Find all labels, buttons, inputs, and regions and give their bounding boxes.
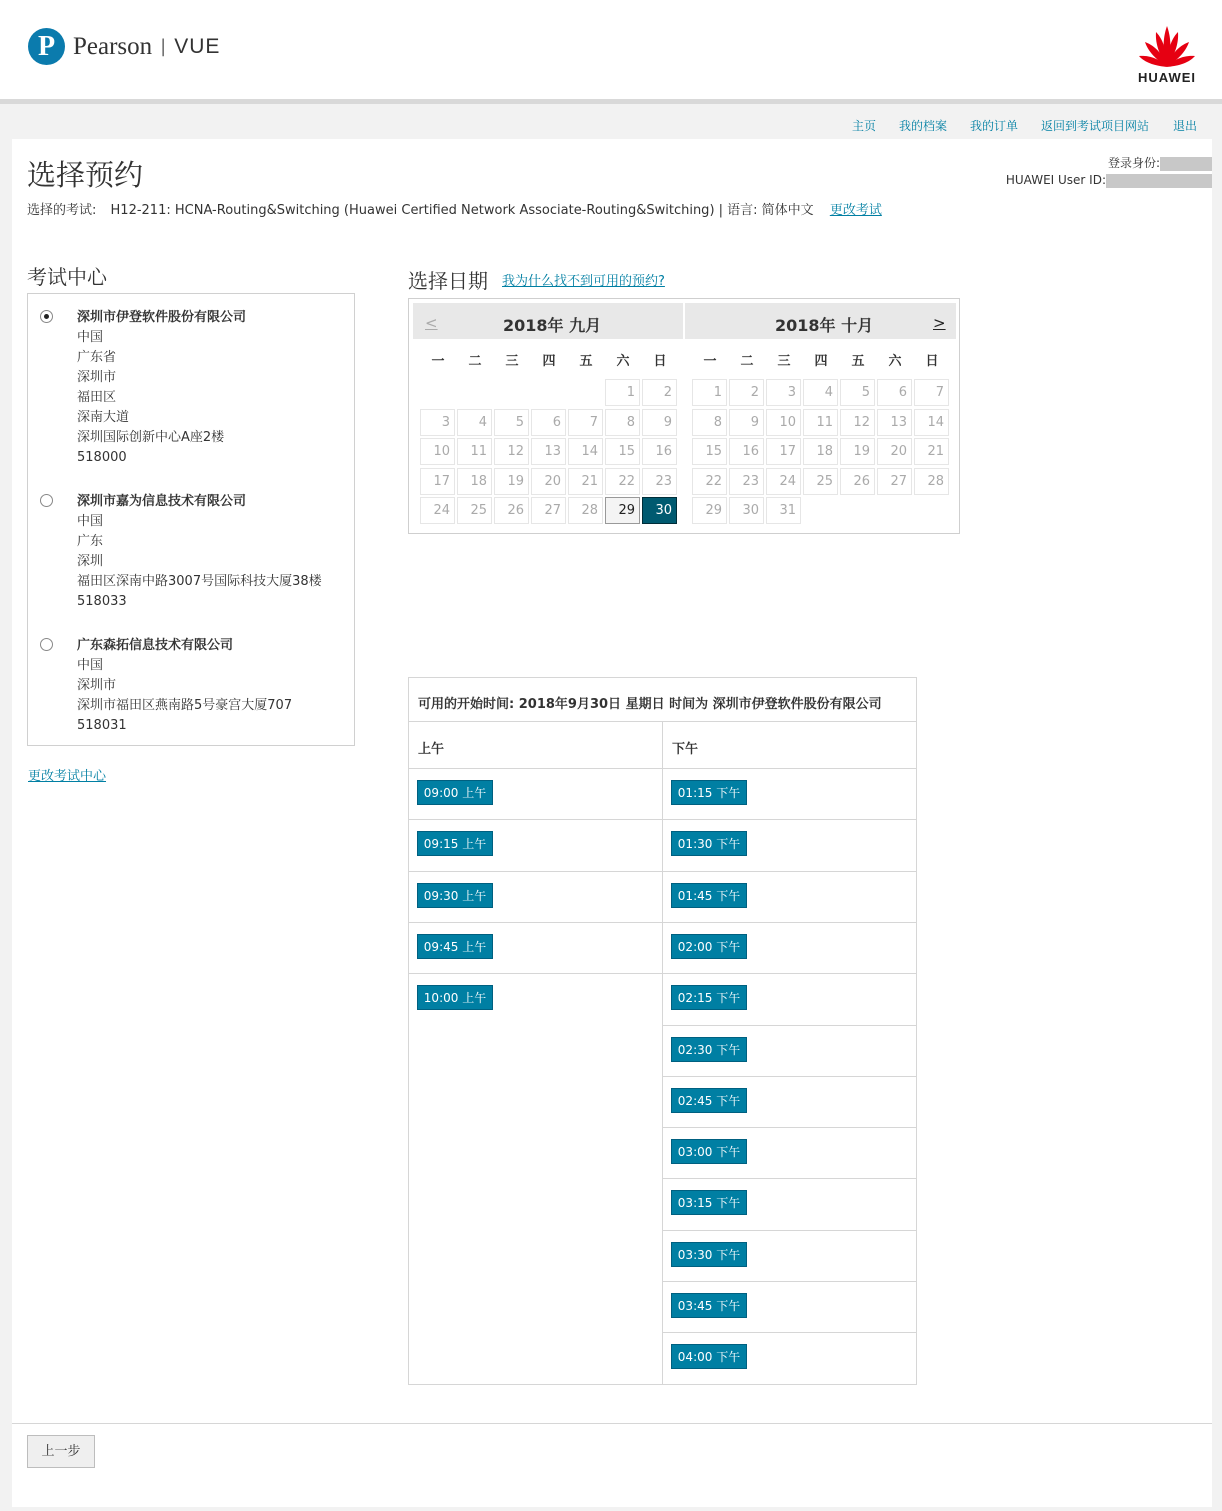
calendar-day: 9 [729, 409, 764, 436]
calendar-day: 27 [531, 497, 566, 524]
calendar-month-label: 2018年 九月 [503, 316, 602, 335]
calendar-day: 21 [568, 468, 603, 495]
calendar-day: 11 [803, 409, 838, 436]
pm-column-header: 下午 [672, 742, 699, 757]
center-details [77, 492, 322, 612]
logo-separator: | [160, 36, 167, 57]
center-radio[interactable] [40, 494, 53, 507]
calendar-day: 3 [766, 379, 801, 406]
change-exam-link[interactable]: 更改考试 [829, 203, 882, 218]
center-postal-code: 518033 [77, 594, 127, 609]
row-divider [663, 1025, 916, 1026]
row-divider [409, 922, 662, 923]
top-header [0, 0, 1222, 104]
calendar-day: 21 [914, 438, 949, 465]
row-divider [409, 871, 662, 872]
calendar-day: 23 [729, 468, 764, 495]
time-slot-button[interactable]: 02:15 下午 [671, 985, 747, 1010]
center-address-line: 福田区深南中路3007号国际科技大厦38楼 [77, 574, 322, 589]
center-name: 深圳市嘉为信息技术有限公司 [77, 494, 247, 509]
am-column-header: 上午 [418, 742, 445, 757]
calendar-day: 14 [568, 438, 603, 465]
calendar-day: 26 [840, 468, 875, 495]
nav-profile-link[interactable]: 我的档案 [899, 119, 948, 133]
calendar-day: 18 [457, 468, 492, 495]
calendar [408, 298, 960, 534]
time-slot-button[interactable]: 09:45 上午 [417, 934, 493, 959]
column-divider [662, 722, 663, 1385]
center-address-line: 深圳市 [77, 678, 117, 693]
calendar-day: 31 [766, 497, 801, 524]
row-divider [663, 1178, 916, 1179]
center-address-line: 深南大道 [77, 410, 130, 425]
row-divider [663, 1332, 916, 1333]
calendar-day: 13 [877, 409, 912, 436]
calendar-day: 10 [766, 409, 801, 436]
calendar-day: 20 [877, 438, 912, 465]
calendar-day[interactable]: 29 [605, 497, 640, 524]
calendar-day: 8 [692, 409, 727, 436]
weekday-label: 日 [925, 354, 939, 369]
center-address-line: 中国 [77, 330, 104, 345]
center-details [77, 636, 292, 736]
footer-divider [12, 1423, 1212, 1424]
vue-word: VUE [174, 34, 221, 58]
calendar-day: 16 [729, 438, 764, 465]
login-name-redacted [1160, 157, 1212, 171]
calendar-day: 7 [914, 379, 949, 406]
exam-text: H12-211: HCNA-Routing&Switching (Huawei Certified Network Associate-Routing&Switching) | 语言: 简体中文 [110, 203, 814, 218]
calendar-day: 2 [729, 379, 764, 406]
calendar-prev-button[interactable]: < [425, 314, 438, 332]
center-address-line: 深圳市福田区燕南路5号豪宫大厦707 [77, 698, 293, 713]
calendar-day: 17 [420, 468, 455, 495]
calendar-header-september [413, 303, 683, 339]
pearson-vue-logo [28, 28, 220, 65]
weekday-label: 四 [814, 354, 828, 369]
calendar-day: 4 [803, 379, 838, 406]
row-divider [663, 819, 916, 820]
calendar-day: 20 [531, 468, 566, 495]
calendar-day: 14 [914, 409, 949, 436]
weekday-label: 一 [431, 354, 445, 369]
calendar-day: 12 [840, 409, 875, 436]
weekday-label: 四 [542, 354, 556, 369]
row-divider [663, 768, 916, 769]
time-slot-button[interactable]: 02:00 下午 [671, 934, 747, 959]
calendar-day: 4 [457, 409, 492, 436]
calendar-day: 30 [729, 497, 764, 524]
row-divider [663, 973, 916, 974]
change-test-center-link[interactable]: 更改考试中心 [28, 769, 107, 784]
weekday-label: 五 [851, 354, 865, 369]
calendar-day: 24 [766, 468, 801, 495]
calendar-day: 18 [803, 438, 838, 465]
pearson-word: Pearson [73, 32, 153, 60]
test-center-title: 考试中心 [27, 265, 107, 289]
row-divider [663, 922, 916, 923]
login-label: 登录身份: [1107, 156, 1160, 170]
calendar-day: 3 [420, 409, 455, 436]
center-radio[interactable] [40, 310, 53, 323]
calendar-day: 10 [420, 438, 455, 465]
main-content [12, 139, 1212, 1507]
calendar-day: 12 [494, 438, 529, 465]
time-slot-button[interactable]: 03:15 下午 [671, 1190, 747, 1215]
calendar-day: 16 [642, 438, 677, 465]
center-address-line: 中国 [77, 658, 104, 673]
calendar-day: 25 [803, 468, 838, 495]
time-slot-button[interactable]: 03:00 下午 [671, 1139, 747, 1164]
center-address-line: 中国 [77, 514, 104, 529]
nav-program-site-link[interactable]: 返回到考试项目网站 [1041, 119, 1150, 133]
center-details [77, 308, 246, 468]
calendar-day: 28 [914, 468, 949, 495]
calendar-day: 25 [457, 497, 492, 524]
center-address-line: 深圳市 [77, 370, 117, 385]
calendar-day: 28 [568, 497, 603, 524]
weekday-label: 六 [888, 354, 902, 369]
row-divider [663, 1076, 916, 1077]
test-center-list [27, 293, 355, 746]
calendar-next-button[interactable]: > [933, 314, 946, 332]
user-id-redacted [1106, 174, 1212, 188]
calendar-day: 6 [877, 379, 912, 406]
time-slot-button[interactable]: 03:30 下午 [671, 1242, 747, 1267]
calendar-day: 19 [840, 438, 875, 465]
row-divider [663, 871, 916, 872]
row-divider [409, 768, 662, 769]
calendar-day: 7 [568, 409, 603, 436]
calendar-day: 22 [605, 468, 640, 495]
calendar-day: 23 [642, 468, 677, 495]
calendar-day: 1 [605, 379, 640, 406]
time-slot-button[interactable]: 01:15 下午 [671, 780, 747, 805]
calendar-day: 8 [605, 409, 640, 436]
login-info [1006, 155, 1212, 189]
weekday-label: 三 [777, 354, 791, 369]
center-postal-code: 518031 [77, 718, 127, 733]
weekday-label: 三 [505, 354, 519, 369]
calendar-day: 17 [766, 438, 801, 465]
calendar-day: 6 [531, 409, 566, 436]
center-address-line: 广东 [77, 534, 104, 549]
time-slot-button[interactable]: 09:15 上午 [417, 831, 493, 856]
time-slot-button[interactable]: 01:30 下午 [671, 831, 747, 856]
weekday-label: 一 [703, 354, 717, 369]
calendar-day-selected[interactable]: 30 [642, 497, 677, 524]
selected-exam-line [27, 199, 882, 218]
available-times-table [408, 677, 917, 1385]
calendar-day: 29 [692, 497, 727, 524]
time-slot-button[interactable]: 02:30 下午 [671, 1037, 747, 1062]
calendar-day: 15 [692, 438, 727, 465]
calendar-header-october [685, 303, 956, 339]
time-slot-button[interactable]: 01:45 下午 [671, 883, 747, 908]
center-name: 深圳市伊登软件股份有限公司 [77, 310, 247, 325]
row-divider [409, 973, 662, 974]
calendar-day: 24 [420, 497, 455, 524]
calendar-day: 5 [494, 409, 529, 436]
row-divider [409, 819, 662, 820]
calendar-day: 2 [642, 379, 677, 406]
weekday-label: 二 [740, 354, 754, 369]
calendar-day: 27 [877, 468, 912, 495]
calendar-day: 19 [494, 468, 529, 495]
previous-step-button[interactable]: 上一步 [27, 1435, 95, 1468]
calendar-day: 13 [531, 438, 566, 465]
row-divider [663, 1127, 916, 1128]
top-nav [0, 109, 1222, 139]
time-slot-button[interactable]: 03:45 下午 [671, 1293, 747, 1318]
center-name: 广东森拓信息技术有限公司 [77, 638, 234, 653]
huawei-word: HUAWEI [1138, 70, 1196, 85]
time-slot-button[interactable]: 10:00 上午 [417, 985, 493, 1010]
calendar-day: 22 [692, 468, 727, 495]
calendar-day: 11 [457, 438, 492, 465]
center-address-line: 广东省 [77, 350, 117, 365]
huawei-flower-icon [1136, 24, 1198, 68]
nav-home-link[interactable]: 主页 [852, 119, 877, 133]
calendar-day: 5 [840, 379, 875, 406]
time-slot-button[interactable]: 09:30 上午 [417, 883, 493, 908]
weekday-label: 六 [616, 354, 630, 369]
exam-label: 选择的考试: [27, 203, 97, 218]
center-postal-code: 518000 [77, 450, 127, 465]
center-address-line: 深圳国际创新中心A座2楼 [77, 430, 225, 445]
time-slot-button[interactable]: 09:00 上午 [417, 780, 493, 805]
center-radio[interactable] [40, 638, 53, 651]
page-title: 选择预约 [27, 158, 144, 192]
row-divider [663, 1281, 916, 1282]
available-times-header: 可用的开始时间: 2018年9月30日 星期日 时间为 深圳市伊登软件股份有限公司 [409, 678, 916, 722]
center-address-line: 福田区 [77, 390, 117, 405]
nav-orders-link[interactable]: 我的订单 [970, 119, 1019, 133]
weekday-label: 五 [579, 354, 593, 369]
nav-logout-link[interactable]: 退出 [1173, 119, 1198, 133]
time-slot-button[interactable]: 04:00 下午 [671, 1344, 747, 1369]
weekday-label: 日 [653, 354, 667, 369]
calendar-day: 15 [605, 438, 640, 465]
huawei-logo [1134, 24, 1200, 85]
row-divider [663, 1230, 916, 1231]
weekday-label: 二 [468, 354, 482, 369]
select-date-title: 选择日期 [408, 269, 488, 293]
calendar-day: 1 [692, 379, 727, 406]
calendar-month-label: 2018年 十月 [775, 316, 874, 335]
center-address-line: 深圳 [77, 554, 104, 569]
calendar-day: 9 [642, 409, 677, 436]
time-slot-button[interactable]: 02:45 下午 [671, 1088, 747, 1113]
user-id-label: HUAWEI User ID: [1005, 173, 1106, 187]
calendar-day: 26 [494, 497, 529, 524]
pearson-p-icon: P [28, 28, 65, 65]
why-no-appointments-link[interactable]: 我为什么找不到可用的预约? [502, 274, 665, 289]
